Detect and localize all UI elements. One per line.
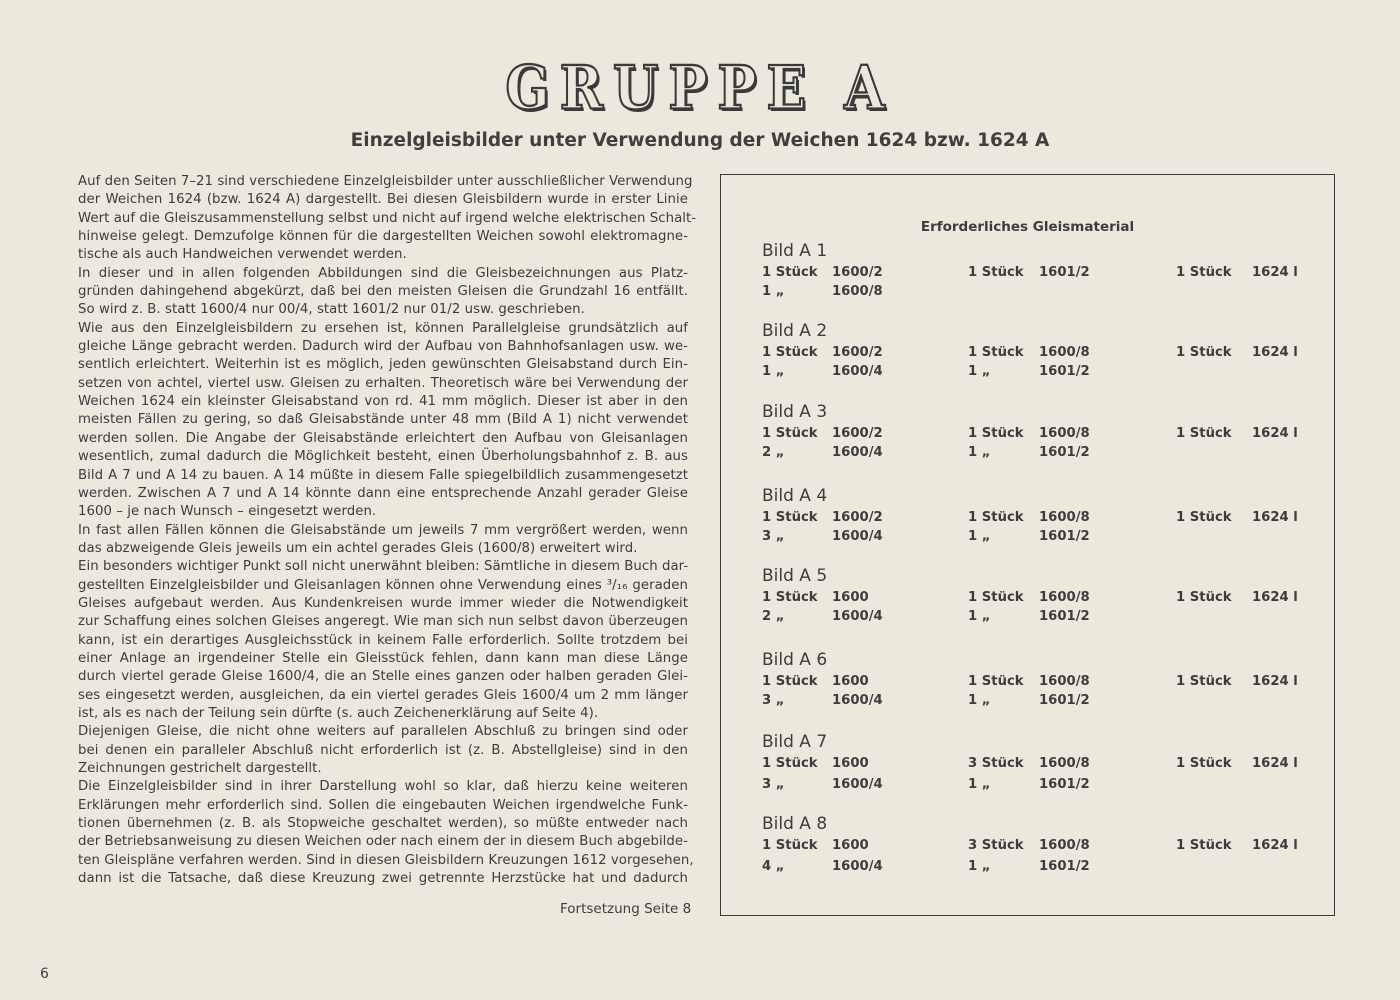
quantity-cell: 2 „	[762, 444, 785, 460]
page-title: GRUPPE A	[505, 53, 895, 124]
part-number-cell: 1600/8	[1039, 590, 1090, 605]
quantity-cell: 1 „	[968, 444, 991, 460]
body-line: das abzweigende Gleis jeweils um ein achtel gerades Gleis (1600/8) erweitert wird.	[78, 540, 638, 556]
quantity-cell: 1 „	[762, 283, 785, 299]
continuation-note: Fortsetzung Seite 8	[560, 901, 692, 917]
body-line: gründen dahingehend abgekürzt, daß bei den meisten Gleisen die Grundzahl 16 entfällt.	[78, 284, 688, 300]
part-number-cell: 1624 l	[1252, 345, 1298, 360]
part-number-cell: 1600	[832, 674, 869, 689]
body-line: So wird z. B. statt 1600/4 nur 00/4, statt 1601/2 nur 01/2 usw. geschrieben.	[78, 302, 585, 318]
body-line: dann ist die Tatsache, daß diese Kreuzung zwei getrennte Herzstücke hat und dadurch	[78, 871, 688, 887]
body-line: ten Gleispläne verfahren werden. Sind in diesen Gleisbildern Kreuzungen 1612 vorgesehen,	[78, 852, 694, 868]
part-number-cell: 1600/4	[832, 444, 883, 460]
material-row	[762, 426, 1322, 445]
part-number-cell: 1600/2	[832, 510, 883, 525]
bild-block	[762, 732, 1322, 795]
bild-label: Bild A 5	[762, 566, 828, 586]
bild-block	[762, 402, 1322, 463]
quantity-cell: 1 Stück	[762, 838, 818, 853]
part-number-cell: 1600/8	[1039, 426, 1090, 441]
body-line: tische als auch Handweichen verwendet werden.	[78, 247, 407, 263]
body-line: bei denen ein paralleler Abschluß nicht erforderlich ist (z. B. Abstellgleise) sind in den	[78, 742, 688, 758]
part-number-cell: 1600	[832, 838, 869, 853]
quantity-cell: 1 „	[968, 692, 991, 708]
material-row	[762, 345, 1322, 364]
body-line: durch viertel gerade Gleise 1600/4, die an Stelle eines ganzen oder halben geraden Glei-	[78, 669, 688, 685]
material-row	[762, 529, 1322, 548]
body-line: Auf den Seiten 7–21 sind verschiedene Einzelgleisbilder unter ausschließlicher Verwendung	[78, 174, 693, 189]
material-row	[762, 859, 1322, 878]
page-number: 6	[40, 966, 49, 982]
material-row	[762, 364, 1322, 383]
body-line: Diejenigen Gleise, die nicht ohne weiters auf parallelen Abschluß zu bringen sind oder	[78, 724, 688, 740]
quantity-cell: 3 „	[762, 692, 785, 708]
body-line: der Weichen 1624 (bzw. 1624 A) dargestellt. Bei diesen Gleisbildern wurde in erster Linie	[78, 192, 688, 208]
part-number-cell: 1601/2	[1039, 858, 1090, 874]
part-number-cell: 1600/8	[832, 283, 883, 299]
part-number-cell: 1600/4	[832, 363, 883, 379]
material-row	[762, 265, 1322, 284]
body-line: Ein besonders wichtiger Punkt soll nicht unerwähnt bleiben: Sämtliche in diesem Buch dar-	[78, 559, 689, 575]
quantity-cell: 2 „	[762, 608, 785, 624]
quantity-cell: 1 „	[762, 363, 785, 379]
body-line: Wie aus den Einzelgleisbildern zu ersehen ist, können Parallelgleise grundsätzlich auf	[78, 320, 688, 336]
body-text	[78, 173, 697, 888]
part-number-cell: 1600/8	[1039, 510, 1090, 525]
body-line: Bild A 7 und A 14 zu bauen. A 14 müßte in diesem Falle spiegelbildlich zusammengesetzt	[78, 467, 688, 483]
quantity-cell: 1 Stück	[968, 345, 1024, 360]
quantity-cell: 1 Stück	[968, 265, 1024, 280]
quantity-cell: 1 Stück	[762, 510, 818, 525]
body-line: einer Anlage an irgendeiner Stelle ein Gleisstück fehlen, dann kann man diese Länge	[78, 650, 688, 666]
quantity-cell: 1 Stück	[1176, 510, 1232, 525]
quantity-cell: 1 Stück	[1176, 838, 1232, 853]
quantity-cell: 1 Stück	[1176, 265, 1232, 280]
bild-label: Bild A 8	[762, 814, 828, 834]
part-number-cell: 1600/8	[1039, 838, 1090, 853]
quantity-cell: 1 „	[968, 776, 991, 792]
part-number-cell: 1624 l	[1252, 265, 1298, 280]
body-line: der Betriebsanweisung zu diesen Weichen oder nach einem der in diesem Buch abgebilde-	[78, 834, 688, 850]
quantity-cell: 3 Stück	[968, 756, 1024, 771]
material-panel	[720, 174, 1335, 916]
quantity-cell: 1 Stück	[968, 510, 1024, 525]
bild-block	[762, 814, 1322, 877]
bild-label: Bild A 4	[762, 486, 828, 506]
body-line: Wert auf die Gleiszusammenstellung selbst und nicht auf irgend welche elektrischen Schalt-	[78, 210, 697, 226]
body-line: Zeichnungen gestrichelt dargestellt.	[78, 761, 322, 776]
body-line: setzen von achtel, viertel usw. Gleisen zu erhalten. Theoretisch wäre bei Verwendung der	[78, 375, 688, 391]
body-line: werden. Zwischen A 7 und A 14 könnte dann eine entsprechende Anzahl gerader Gleise	[78, 485, 688, 501]
page-subtitle: Einzelgleisbilder unter Verwendung der Weichen 1624 bzw. 1624 A	[350, 130, 1050, 151]
body-line: zur Schaffung eines solchen Gleises angeregt. Wie man sich nun selbst davon überzeugen	[78, 614, 688, 630]
body-line: Erklärungen mehr erforderlich sind. Sollen die eingebauten Weichen irgendwelche Funk-	[78, 797, 688, 813]
bild-label: Bild A 2	[762, 321, 828, 341]
body-line: In dieser und in allen folgenden Abbildungen sind die Gleisbezeichnungen aus Platz-	[78, 265, 688, 281]
material-row	[762, 777, 1322, 796]
part-number-cell: 1600/4	[832, 776, 883, 792]
body-line: werden sollen. Die Angabe der Gleisabstände erleichtert den Aufbau von Gleisanlagen	[78, 430, 688, 446]
body-line: Gleises aufgebaut werden. Aus Kundenkreisen wurde immer wieder die Notwendigkeit	[78, 595, 688, 611]
bild-block	[762, 486, 1322, 547]
material-row	[762, 838, 1322, 857]
bild-block	[762, 321, 1322, 382]
material-row	[762, 693, 1322, 712]
quantity-cell: 1 Stück	[762, 426, 818, 441]
quantity-cell: 1 Stück	[762, 265, 818, 280]
body-line: 1600 – je nach Wunsch – eingesetzt werden.	[78, 504, 377, 520]
quantity-cell: 1 Stück	[968, 590, 1024, 605]
bild-label: Bild A 7	[762, 732, 828, 752]
part-number-cell: 1600/4	[832, 608, 883, 624]
bild-label: Bild A 3	[762, 402, 828, 422]
quantity-cell: 1 Stück	[762, 674, 818, 689]
part-number-cell: 1600/8	[1039, 756, 1090, 771]
material-row	[762, 284, 1322, 303]
quantity-cell: 1 „	[968, 363, 991, 379]
part-number-cell: 1601/2	[1039, 528, 1090, 544]
part-number-cell: 1600/2	[832, 345, 883, 360]
body-line: Die Einzelgleisbilder sind in ihrer Darstellung wohl so klar, daß hierzu keine weiteren	[78, 779, 688, 795]
body-line: meisten Fällen zu gering, so daß Gleisabstände unter 48 mm (Bild A 1) nicht verwendet	[78, 412, 688, 428]
panel-title: Erforderliches Gleismaterial	[920, 219, 1135, 235]
material-row	[762, 609, 1322, 628]
body-line: ist, als es nach der Teilung sein dürfte (s. auch Zeichenerklärung auf Seite 4).	[78, 705, 599, 721]
material-row	[762, 756, 1322, 775]
part-number-cell: 1600/4	[832, 528, 883, 544]
quantity-cell: 1 Stück	[762, 345, 818, 360]
part-number-cell: 1601/2	[1039, 776, 1090, 792]
body-line: tionen übernehmen (z. B. als Stopweiche geschaltet werden), so müßte entweder nach	[78, 816, 688, 832]
body-line: Weichen 1624 ein kleinster Gleisabstand von rd. 41 mm möglich. Dieser ist aber in den	[78, 394, 688, 410]
quantity-cell: 1 Stück	[1176, 590, 1232, 605]
part-number-cell: 1624 l	[1252, 674, 1298, 689]
body-line: In fast allen Fällen können die Gleisabstände um jeweils 7 mm vergrößert werden, wenn	[78, 522, 688, 538]
bild-block	[762, 566, 1322, 627]
part-number-cell: 1600/8	[1039, 674, 1090, 689]
part-number-cell: 1600	[832, 756, 869, 771]
quantity-cell: 1 „	[968, 608, 991, 624]
body-line: hinweise gelegt. Demzufolge können für die dargestellten Weichen sowohl elektromagne-	[78, 229, 688, 245]
body-line: kann, ist ein derartiges Ausgleichsstück in keinem Falle erforderlich. Sollte trotzdem bei	[78, 632, 688, 648]
material-row	[762, 445, 1322, 464]
material-row	[762, 590, 1322, 609]
quantity-cell: 1 Stück	[762, 590, 818, 605]
bild-block	[762, 650, 1322, 711]
body-line: sentlich erleichtert. Weiterhin ist es möglich, jeden gewünschten Gleisabstand durch Ein-	[78, 357, 688, 373]
part-number-cell: 1624 l	[1252, 590, 1298, 605]
part-number-cell: 1624 l	[1252, 838, 1298, 853]
bild-block	[762, 241, 1322, 302]
quantity-cell: 1 „	[968, 528, 991, 544]
quantity-cell: 1 Stück	[762, 756, 818, 771]
quantity-cell: 1 „	[968, 858, 991, 874]
part-number-cell: 1601/2	[1039, 692, 1090, 708]
body-line: ses eingesetzt werden, ausgleichen, da ein viertel gerades Gleis 1600/4 um 2 mm länger	[78, 687, 688, 703]
quantity-cell: 1 Stück	[1176, 426, 1232, 441]
part-number-cell: 1624 l	[1252, 756, 1298, 771]
part-number-cell: 1601/2	[1039, 265, 1090, 280]
part-number-cell: 1624 l	[1252, 426, 1298, 441]
quantity-cell: 3 „	[762, 528, 785, 544]
part-number-cell: 1601/2	[1039, 608, 1090, 624]
part-number-cell: 1600	[832, 590, 869, 605]
quantity-cell: 1 Stück	[1176, 674, 1232, 689]
body-line: wesentlich, zumal dadurch die Möglichkeit besteht, einen Überholungsbahnhof z. B. aus	[78, 449, 688, 465]
body-line: gleiche Länge gebracht werden. Dadurch wird der Aufbau von Bahnhofsanlagen usw. we-	[78, 339, 688, 355]
quantity-cell: 3 „	[762, 776, 785, 792]
material-row	[762, 674, 1322, 693]
part-number-cell: 1601/2	[1039, 444, 1090, 460]
body-line: gestellten Einzelgleisbilder und Gleisanlagen können ohne Verwendung eines ³/₁₆ geraden	[78, 577, 688, 593]
part-number-cell: 1600/2	[832, 426, 883, 441]
material-row	[762, 510, 1322, 529]
part-number-cell: 1600/4	[832, 692, 883, 708]
part-number-cell: 1600/2	[832, 265, 883, 280]
quantity-cell: 1 Stück	[1176, 345, 1232, 360]
part-number-cell: 1624 l	[1252, 510, 1298, 525]
quantity-cell: 1 Stück	[1176, 756, 1232, 771]
quantity-cell: 4 „	[762, 858, 785, 874]
bild-label: Bild A 1	[762, 241, 828, 261]
quantity-cell: 1 Stück	[968, 674, 1024, 689]
quantity-cell: 1 Stück	[968, 426, 1024, 441]
quantity-cell: 3 Stück	[968, 838, 1024, 853]
part-number-cell: 1601/2	[1039, 363, 1090, 379]
part-number-cell: 1600/4	[832, 858, 883, 874]
part-number-cell: 1600/8	[1039, 345, 1090, 360]
bild-label: Bild A 6	[762, 650, 828, 670]
